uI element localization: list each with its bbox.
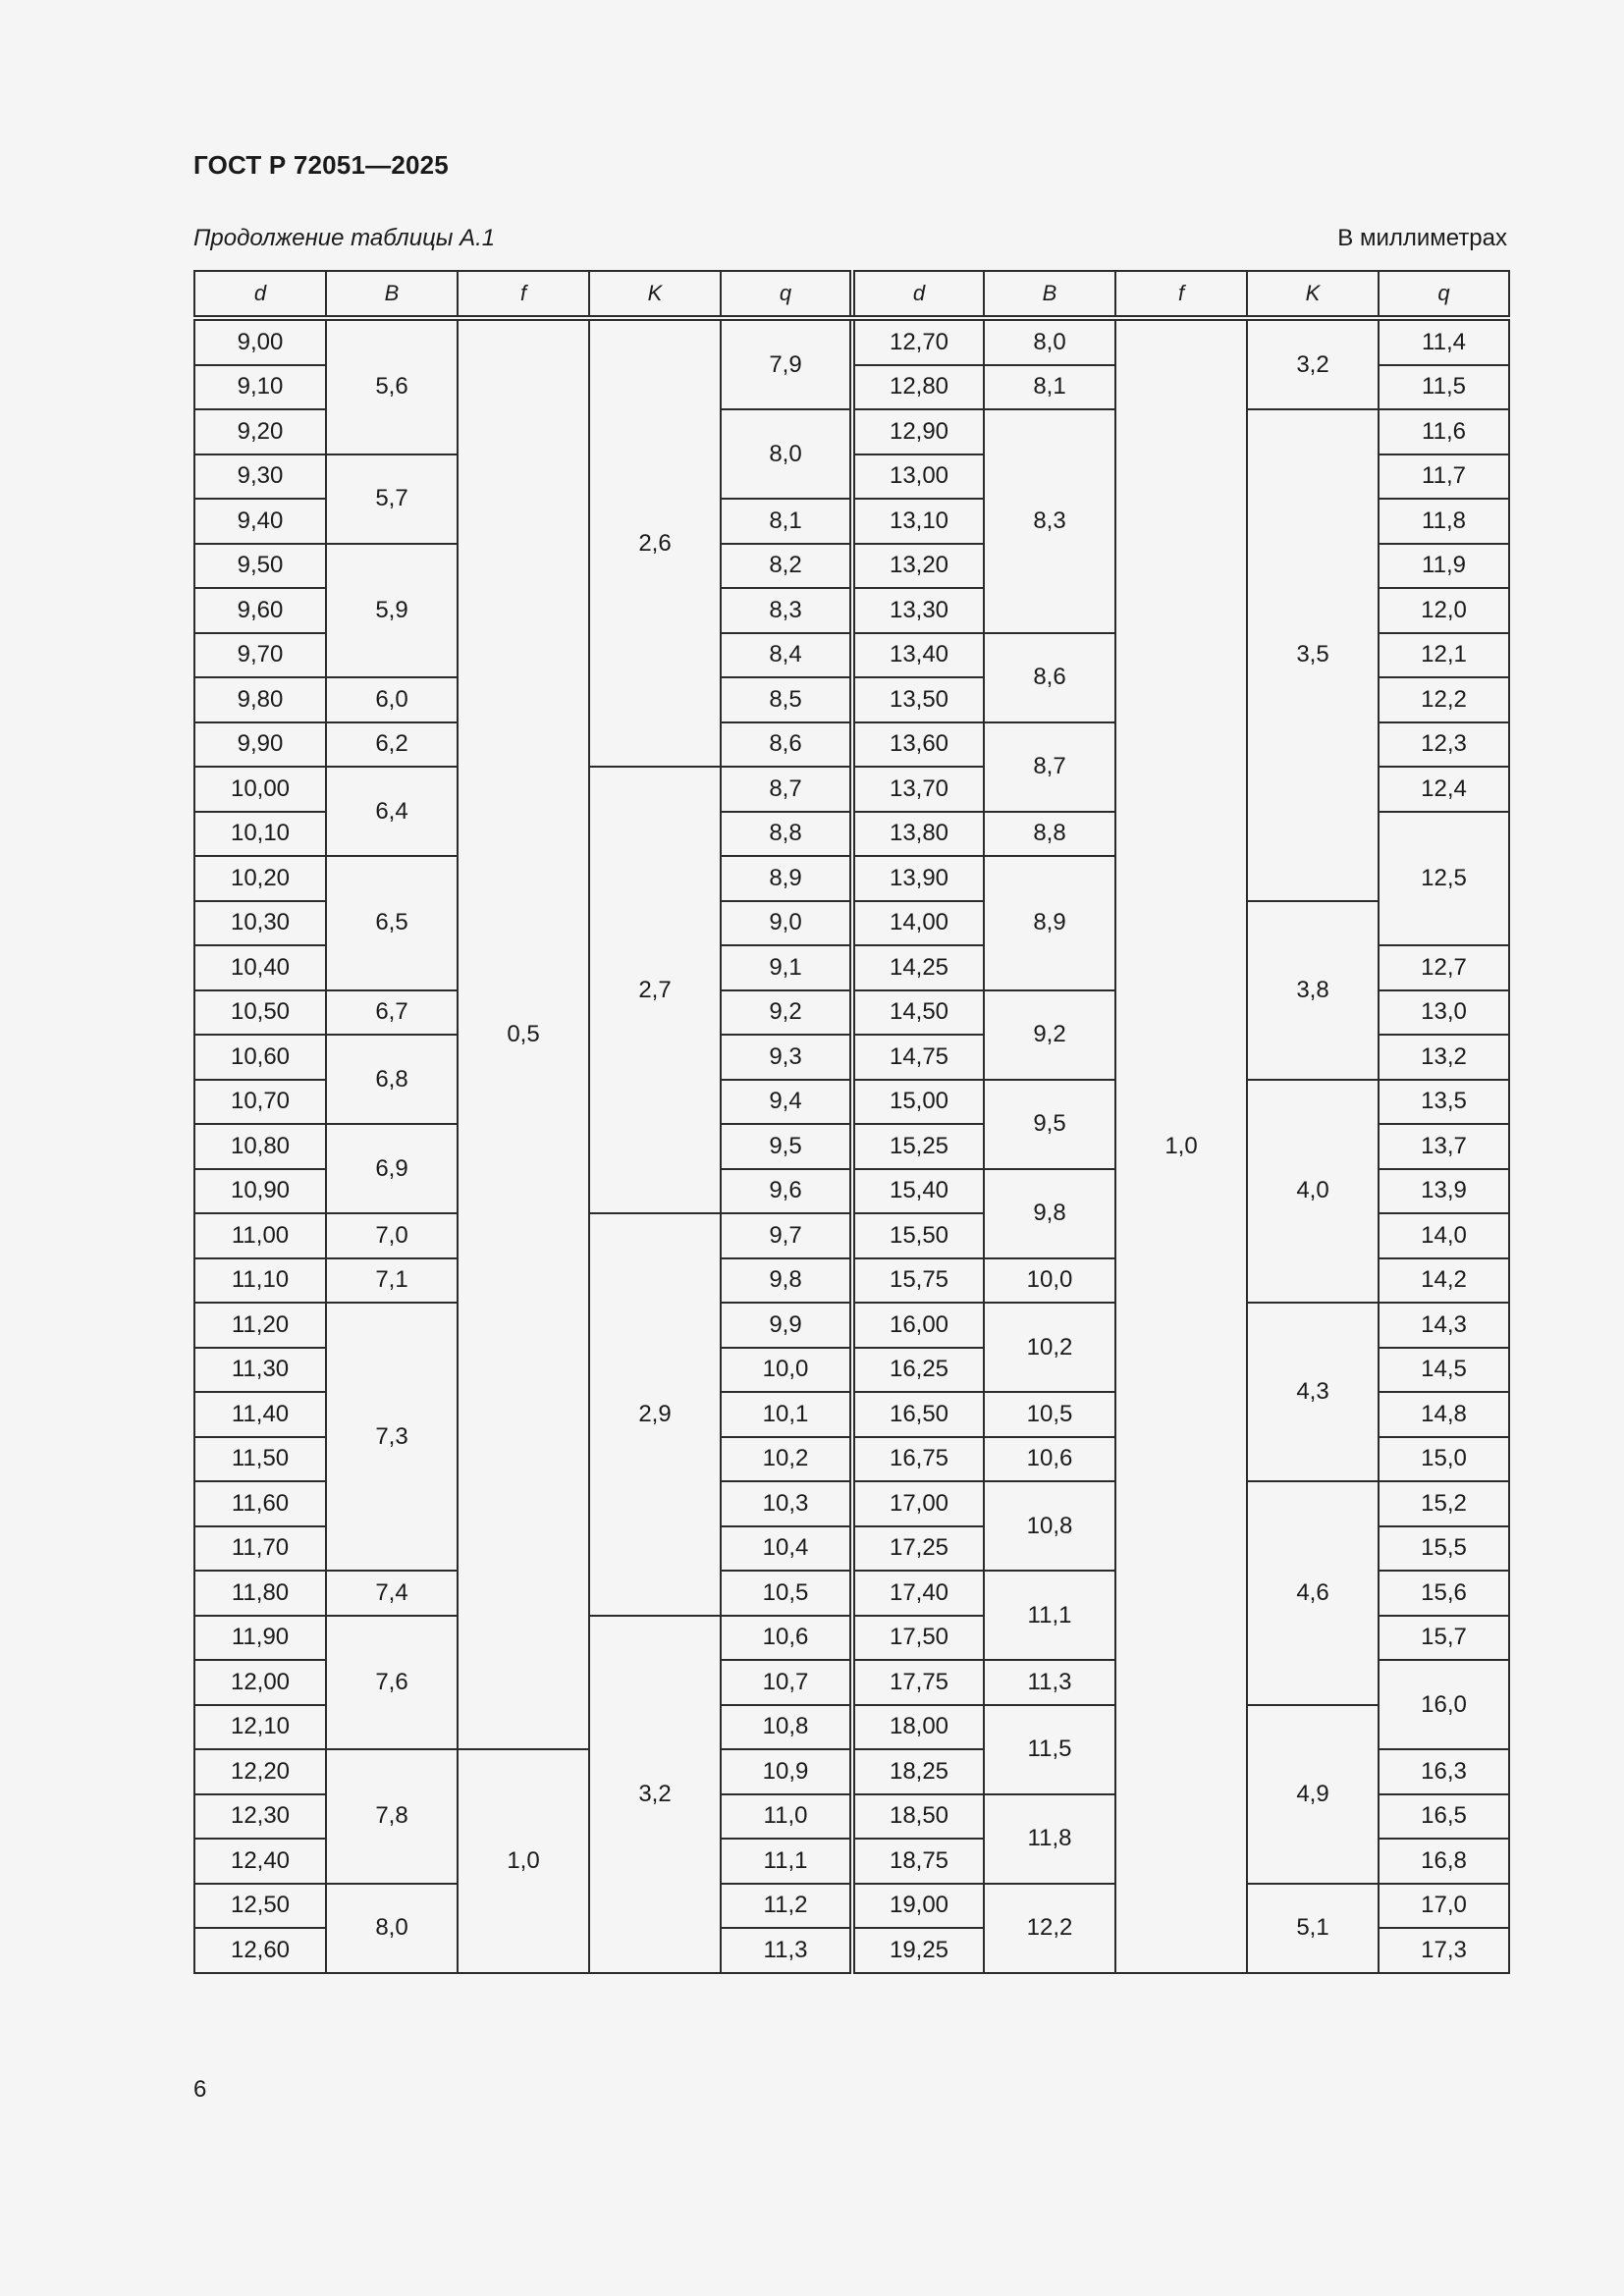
cell-q-right: 13,2 <box>1379 1035 1509 1080</box>
cell-k-right: 4,6 <box>1247 1481 1379 1705</box>
cell-d: 10,00 <box>194 767 326 812</box>
cell-d: 11,10 <box>194 1258 326 1304</box>
cell-d: 12,10 <box>194 1705 326 1750</box>
cell-d: 11,40 <box>194 1392 326 1437</box>
cell-d-right: 13,20 <box>852 544 984 589</box>
cell-b: 6,8 <box>326 1035 458 1124</box>
cell-b: 6,0 <box>326 677 458 722</box>
cell-d: 12,00 <box>194 1660 326 1705</box>
cell-q: 8,2 <box>721 544 852 589</box>
table-header-row <box>194 271 1509 318</box>
cell-q-right: 11,6 <box>1379 409 1509 454</box>
cell-d-right: 13,90 <box>852 856 984 901</box>
cell-q-right: 14,8 <box>1379 1392 1509 1437</box>
cell-b: 7,3 <box>326 1303 458 1571</box>
cell-q: 10,3 <box>721 1481 852 1526</box>
cell-d-right: 17,25 <box>852 1526 984 1572</box>
cell-q-right: 12,7 <box>1379 945 1509 990</box>
cell-q: 10,8 <box>721 1705 852 1750</box>
cell-d: 11,60 <box>194 1481 326 1526</box>
cell-d-right: 13,70 <box>852 767 984 812</box>
cell-d-right: 17,40 <box>852 1571 984 1616</box>
cell-d: 10,30 <box>194 901 326 946</box>
column-header-d: d <box>194 271 326 318</box>
cell-d-right: 13,30 <box>852 588 984 633</box>
cell-d: 10,20 <box>194 856 326 901</box>
cell-d: 11,80 <box>194 1571 326 1616</box>
cell-d-right: 16,50 <box>852 1392 984 1437</box>
cell-d-right: 15,25 <box>852 1124 984 1169</box>
cell-d-right: 18,75 <box>852 1839 984 1884</box>
cell-d: 9,70 <box>194 633 326 678</box>
column-header-k-right: K <box>1247 271 1379 318</box>
cell-d-right: 17,75 <box>852 1660 984 1705</box>
cell-d-right: 12,90 <box>852 409 984 454</box>
cell-d: 10,50 <box>194 990 326 1036</box>
cell-q: 9,7 <box>721 1213 852 1258</box>
cell-d-right: 14,00 <box>852 901 984 946</box>
cell-k-right: 3,2 <box>1247 318 1379 409</box>
cell-q-right: 13,0 <box>1379 990 1509 1036</box>
cell-d-right: 14,25 <box>852 945 984 990</box>
cell-b-right: 11,5 <box>984 1705 1115 1794</box>
cell-q-right: 12,0 <box>1379 588 1509 633</box>
cell-d: 12,40 <box>194 1839 326 1884</box>
cell-q-right: 15,6 <box>1379 1571 1509 1616</box>
cell-d-right: 18,25 <box>852 1749 984 1794</box>
cell-q-right: 12,1 <box>1379 633 1509 678</box>
column-header-b: B <box>326 271 458 318</box>
cell-d-right: 13,80 <box>852 812 984 857</box>
cell-q: 10,1 <box>721 1392 852 1437</box>
cell-q-right: 15,0 <box>1379 1437 1509 1482</box>
cell-d-right: 19,25 <box>852 1928 984 1973</box>
cell-b: 7,0 <box>326 1213 458 1258</box>
cell-d-right: 16,00 <box>852 1303 984 1348</box>
cell-b: 8,0 <box>326 1884 458 1973</box>
column-header-q-right: q <box>1379 271 1509 318</box>
cell-d-right: 12,80 <box>852 365 984 410</box>
cell-d-right: 13,60 <box>852 722 984 768</box>
cell-d: 10,60 <box>194 1035 326 1080</box>
cell-q-right: 13,5 <box>1379 1080 1509 1125</box>
cell-k: 3,2 <box>589 1616 721 1973</box>
cell-d-right: 15,00 <box>852 1080 984 1125</box>
cell-q-right: 11,7 <box>1379 454 1509 500</box>
cell-q-right: 14,5 <box>1379 1348 1509 1393</box>
cell-q: 11,2 <box>721 1884 852 1929</box>
cell-k-right: 3,8 <box>1247 901 1379 1080</box>
cell-q: 8,1 <box>721 499 852 544</box>
cell-b-right: 8,3 <box>984 409 1115 633</box>
cell-b-right: 11,1 <box>984 1571 1115 1660</box>
cell-d: 12,60 <box>194 1928 326 1973</box>
cell-b: 6,2 <box>326 722 458 768</box>
cell-q-right: 16,3 <box>1379 1749 1509 1794</box>
cell-d: 11,20 <box>194 1303 326 1348</box>
cell-f: 1,0 <box>458 1749 589 1973</box>
cell-q: 7,9 <box>721 318 852 409</box>
cell-d: 11,50 <box>194 1437 326 1482</box>
cell-b-right: 11,3 <box>984 1660 1115 1705</box>
table-body <box>194 318 1509 1973</box>
cell-q-right: 17,3 <box>1379 1928 1509 1973</box>
cell-d: 12,30 <box>194 1794 326 1840</box>
cell-d: 9,50 <box>194 544 326 589</box>
cell-b: 6,7 <box>326 990 458 1036</box>
cell-b-right: 9,2 <box>984 990 1115 1080</box>
cell-d: 9,10 <box>194 365 326 410</box>
cell-d-right: 13,50 <box>852 677 984 722</box>
cell-q-right: 16,8 <box>1379 1839 1509 1884</box>
cell-q-right: 11,5 <box>1379 365 1509 410</box>
cell-q-right: 17,0 <box>1379 1884 1509 1929</box>
cell-q: 9,0 <box>721 901 852 946</box>
cell-q: 8,6 <box>721 722 852 768</box>
cell-d-right: 14,50 <box>852 990 984 1036</box>
cell-b-right: 10,5 <box>984 1392 1115 1437</box>
cell-d: 9,60 <box>194 588 326 633</box>
cell-q: 10,0 <box>721 1348 852 1393</box>
cell-d: 11,00 <box>194 1213 326 1258</box>
cell-d: 10,90 <box>194 1169 326 1214</box>
cell-k: 2,9 <box>589 1213 721 1616</box>
cell-b-right: 9,5 <box>984 1080 1115 1169</box>
cell-q: 10,7 <box>721 1660 852 1705</box>
cell-k-right: 4,0 <box>1247 1080 1379 1304</box>
cell-q-right: 11,4 <box>1379 318 1509 365</box>
table-row <box>194 1884 1509 1929</box>
cell-q: 9,4 <box>721 1080 852 1125</box>
cell-b-right: 11,8 <box>984 1794 1115 1884</box>
cell-d-right: 16,75 <box>852 1437 984 1482</box>
cell-q: 8,8 <box>721 812 852 857</box>
cell-q-right: 16,5 <box>1379 1794 1509 1840</box>
cell-d-right: 13,00 <box>852 454 984 500</box>
cell-q: 11,0 <box>721 1794 852 1840</box>
cell-b-right: 8,6 <box>984 633 1115 722</box>
cell-q-right: 12,5 <box>1379 812 1509 946</box>
cell-b: 6,5 <box>326 856 458 990</box>
cell-q-right: 14,0 <box>1379 1213 1509 1258</box>
cell-b: 7,1 <box>326 1258 458 1304</box>
cell-q: 8,3 <box>721 588 852 633</box>
cell-f-right: 1,0 <box>1115 318 1247 1973</box>
cell-k-right: 5,1 <box>1247 1884 1379 1973</box>
cell-q-right: 11,9 <box>1379 544 1509 589</box>
cell-d: 9,20 <box>194 409 326 454</box>
cell-q: 9,2 <box>721 990 852 1036</box>
cell-q-right: 15,7 <box>1379 1616 1509 1661</box>
cell-q: 10,2 <box>721 1437 852 1482</box>
cell-q-right: 11,8 <box>1379 499 1509 544</box>
cell-q: 8,0 <box>721 409 852 499</box>
data-table <box>193 270 1510 1974</box>
cell-d: 9,00 <box>194 318 326 365</box>
cell-d: 10,40 <box>194 945 326 990</box>
cell-b-right: 10,6 <box>984 1437 1115 1482</box>
cell-q-right: 16,0 <box>1379 1660 1509 1749</box>
table-units-label: В миллиметрах <box>1337 225 1507 251</box>
cell-q: 9,8 <box>721 1258 852 1304</box>
table-caption: Продолжение таблицы А.1 <box>193 225 496 251</box>
cell-k: 2,7 <box>589 767 721 1213</box>
cell-q: 8,9 <box>721 856 852 901</box>
cell-q: 11,1 <box>721 1839 852 1884</box>
cell-b-right: 10,2 <box>984 1303 1115 1392</box>
cell-d-right: 12,70 <box>852 318 984 365</box>
cell-b-right: 8,9 <box>984 856 1115 990</box>
cell-q: 10,5 <box>721 1571 852 1616</box>
cell-d-right: 18,00 <box>852 1705 984 1750</box>
cell-b-right: 8,8 <box>984 812 1115 857</box>
cell-d-right: 14,75 <box>852 1035 984 1080</box>
cell-d: 9,90 <box>194 722 326 768</box>
cell-b: 6,9 <box>326 1124 458 1213</box>
column-header-f: f <box>458 271 589 318</box>
cell-q: 11,3 <box>721 1928 852 1973</box>
column-header-k: K <box>589 271 721 318</box>
cell-b: 5,7 <box>326 454 458 544</box>
cell-d-right: 16,25 <box>852 1348 984 1393</box>
cell-d: 11,70 <box>194 1526 326 1572</box>
cell-d-right: 15,50 <box>852 1213 984 1258</box>
cell-d: 12,20 <box>194 1749 326 1794</box>
cell-b: 7,8 <box>326 1749 458 1884</box>
cell-d: 12,50 <box>194 1884 326 1929</box>
table-row <box>194 1303 1509 1348</box>
cell-k-right: 4,9 <box>1247 1705 1379 1884</box>
cell-q-right: 12,4 <box>1379 767 1509 812</box>
cell-b-right: 8,7 <box>984 722 1115 812</box>
cell-d-right: 17,00 <box>852 1481 984 1526</box>
cell-b-right: 12,2 <box>984 1884 1115 1973</box>
cell-d: 10,80 <box>194 1124 326 1169</box>
cell-k-right: 4,3 <box>1247 1303 1379 1481</box>
cell-q: 9,5 <box>721 1124 852 1169</box>
cell-d: 11,30 <box>194 1348 326 1393</box>
cell-d: 9,30 <box>194 454 326 500</box>
cell-d-right: 13,10 <box>852 499 984 544</box>
cell-d-right: 18,50 <box>852 1794 984 1840</box>
cell-q-right: 12,2 <box>1379 677 1509 722</box>
column-header-q: q <box>721 271 852 318</box>
cell-b-right: 10,8 <box>984 1481 1115 1571</box>
column-header-b-right: B <box>984 271 1115 318</box>
column-header-d-right: d <box>852 271 984 318</box>
document-header: ГОСТ Р 72051—2025 <box>193 150 449 180</box>
cell-d-right: 13,40 <box>852 633 984 678</box>
cell-q: 8,5 <box>721 677 852 722</box>
cell-q: 10,9 <box>721 1749 852 1794</box>
cell-d-right: 15,75 <box>852 1258 984 1304</box>
cell-q: 9,9 <box>721 1303 852 1348</box>
cell-q-right: 15,2 <box>1379 1481 1509 1526</box>
cell-b-right: 8,1 <box>984 365 1115 410</box>
cell-q: 8,7 <box>721 767 852 812</box>
data-table-container <box>193 270 1508 1974</box>
cell-d: 10,10 <box>194 812 326 857</box>
cell-b: 7,6 <box>326 1616 458 1750</box>
cell-q-right: 14,2 <box>1379 1258 1509 1304</box>
cell-q: 9,6 <box>721 1169 852 1214</box>
cell-q: 9,3 <box>721 1035 852 1080</box>
cell-q: 10,4 <box>721 1526 852 1572</box>
cell-q-right: 15,5 <box>1379 1526 1509 1572</box>
cell-d-right: 19,00 <box>852 1884 984 1929</box>
cell-d: 9,80 <box>194 677 326 722</box>
cell-k: 2,6 <box>589 318 721 767</box>
cell-q: 8,4 <box>721 633 852 678</box>
cell-b: 6,4 <box>326 767 458 856</box>
cell-q-right: 12,3 <box>1379 722 1509 768</box>
cell-b-right: 8,0 <box>984 318 1115 365</box>
table-row <box>194 318 1509 365</box>
cell-b-right: 9,8 <box>984 1169 1115 1258</box>
cell-d: 10,70 <box>194 1080 326 1125</box>
cell-b: 5,9 <box>326 544 458 678</box>
cell-q: 10,6 <box>721 1616 852 1661</box>
cell-b: 7,4 <box>326 1571 458 1616</box>
cell-d: 9,40 <box>194 499 326 544</box>
cell-k-right: 3,5 <box>1247 409 1379 901</box>
cell-d: 11,90 <box>194 1616 326 1661</box>
cell-q-right: 13,7 <box>1379 1124 1509 1169</box>
cell-q: 9,1 <box>721 945 852 990</box>
cell-f: 0,5 <box>458 318 589 1749</box>
cell-d-right: 17,50 <box>852 1616 984 1661</box>
cell-q-right: 13,9 <box>1379 1169 1509 1214</box>
page-number: 6 <box>193 2076 207 2103</box>
cell-b: 5,6 <box>326 318 458 454</box>
cell-q-right: 14,3 <box>1379 1303 1509 1348</box>
cell-b-right: 10,0 <box>984 1258 1115 1304</box>
cell-d-right: 15,40 <box>852 1169 984 1214</box>
column-header-f-right: f <box>1115 271 1247 318</box>
